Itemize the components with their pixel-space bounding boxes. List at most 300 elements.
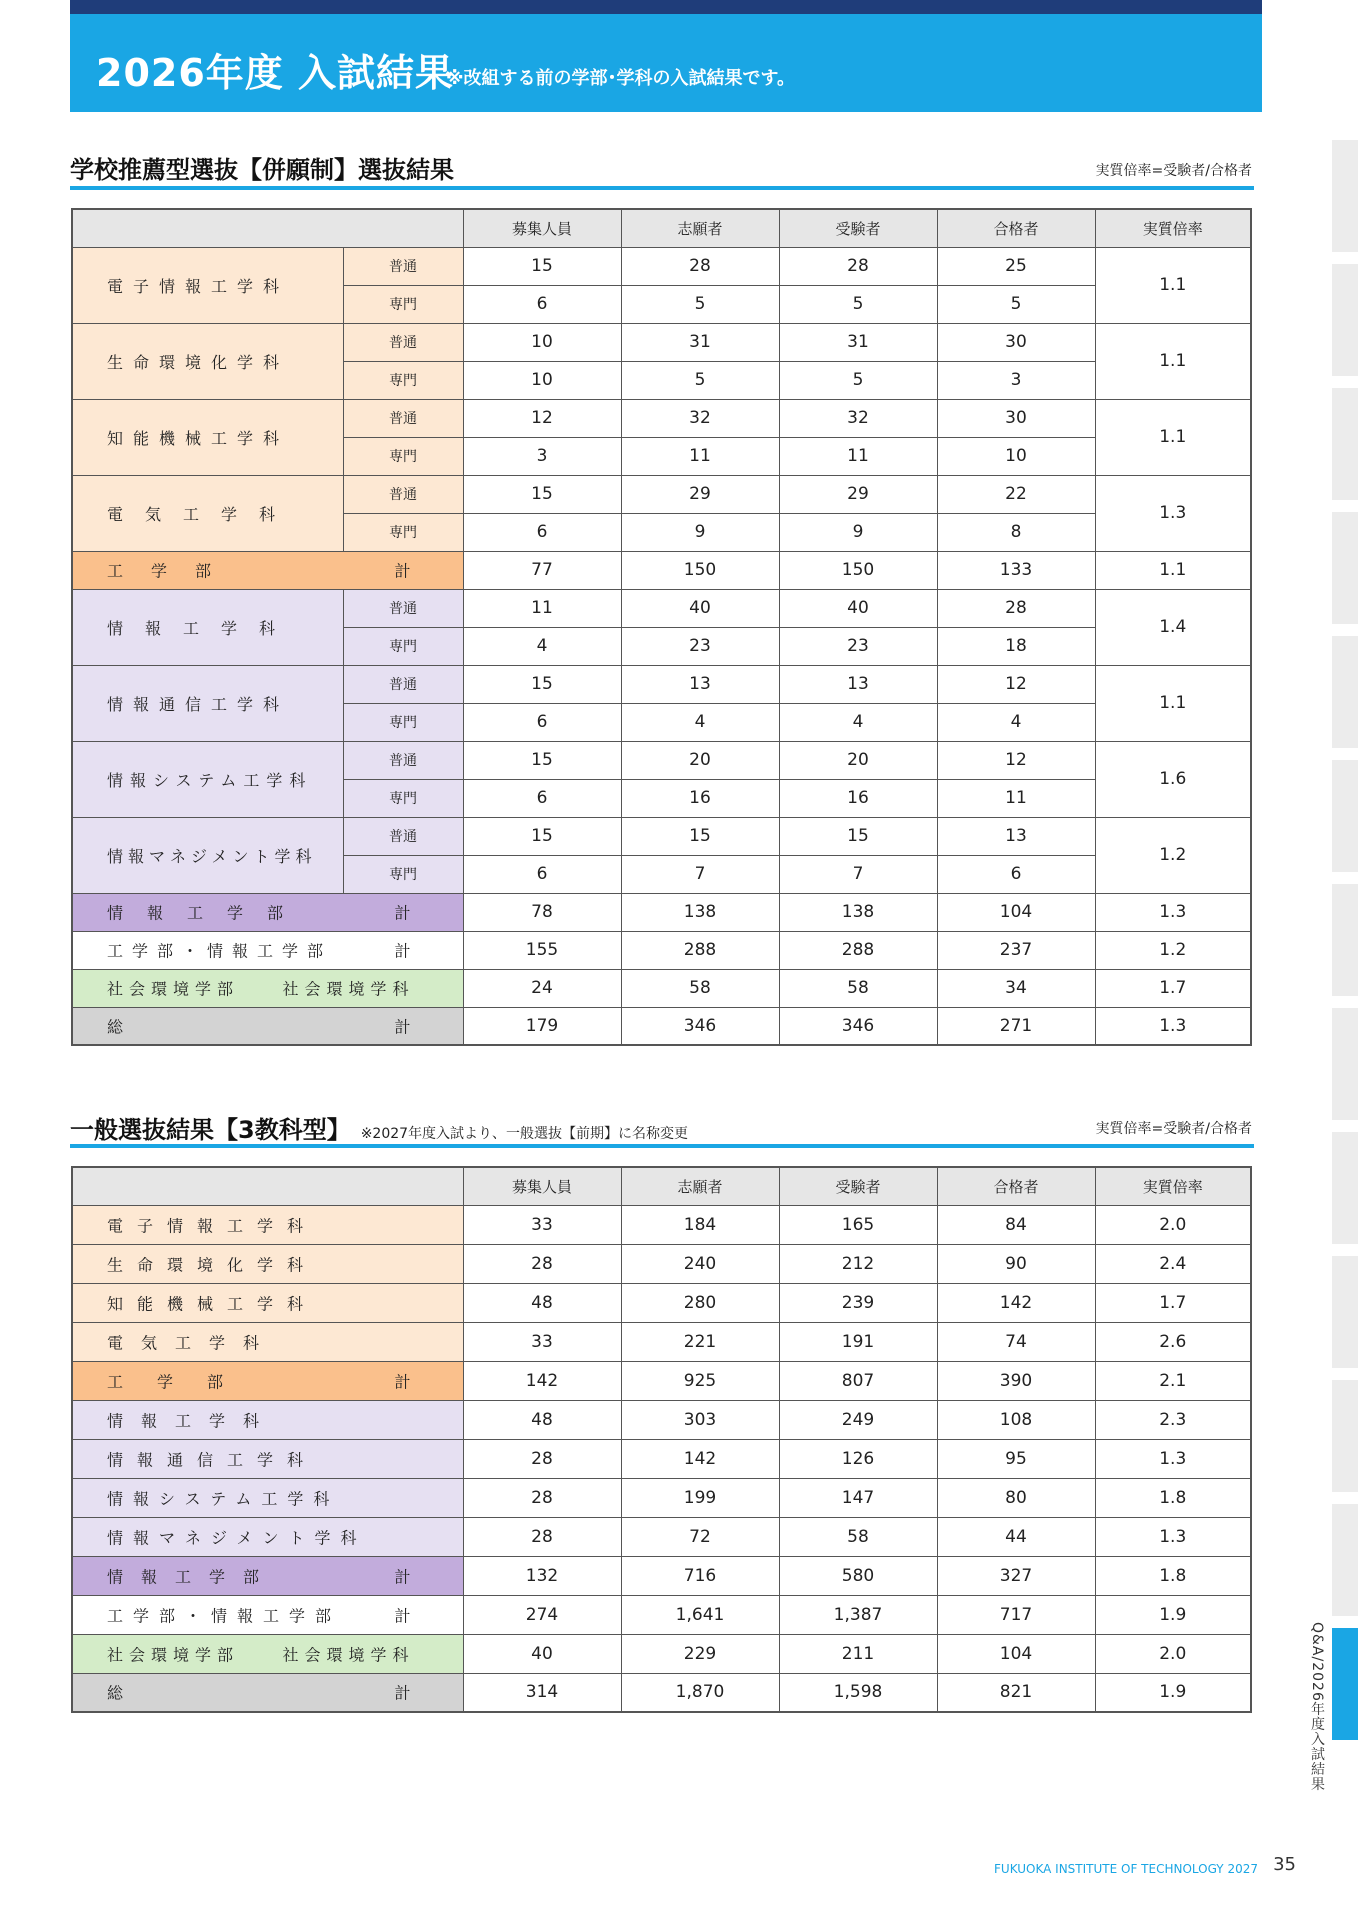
cell: 16 (621, 779, 779, 817)
cell: 199 (621, 1478, 779, 1517)
cell: 32 (779, 399, 937, 437)
table-header-row (72, 1167, 1251, 1205)
cell: 11 (779, 437, 937, 475)
cell: 3 (463, 437, 621, 475)
type-label: 普通 (343, 247, 463, 285)
cell: 30 (937, 323, 1095, 361)
total-suffix: 計 (394, 1683, 411, 1703)
dept-name: 情報マネジメント学科 (107, 1528, 367, 1547)
cell: 1,598 (779, 1673, 937, 1712)
side-tab-active[interactable] (1332, 1628, 1358, 1740)
cell: 10 (463, 361, 621, 399)
cell: 221 (621, 1322, 779, 1361)
ratio-cell: 1.8 (1095, 1556, 1251, 1595)
cell: 390 (937, 1361, 1095, 1400)
cell: 239 (779, 1283, 937, 1322)
cell: 29 (621, 475, 779, 513)
cell: 240 (621, 1244, 779, 1283)
side-tab[interactable] (1332, 1380, 1358, 1492)
soc-row (72, 969, 1251, 1007)
total-label-text: 総 (107, 1017, 152, 1037)
cell: 40 (463, 1634, 621, 1673)
cell: 288 (621, 931, 779, 969)
type-label: 普通 (343, 399, 463, 437)
cell: 74 (937, 1322, 1095, 1361)
dept-cell (72, 1634, 463, 1673)
dept-name: 電気工学科 (107, 1333, 278, 1352)
cell: 28 (937, 589, 1095, 627)
dept-cell (72, 1595, 463, 1634)
cell: 179 (463, 1007, 621, 1045)
ratio-cell: 1.4 (1095, 589, 1251, 665)
cell: 8 (937, 513, 1095, 551)
cell: 10 (463, 323, 621, 361)
cell: 303 (621, 1400, 779, 1439)
ratio-cell: 1.1 (1095, 551, 1251, 589)
cell: 6 (463, 855, 621, 893)
dept-name: 電子情報工学科 (107, 1216, 318, 1235)
type-label: 普通 (343, 741, 463, 779)
total-label-text: 社会環境学部 (107, 979, 240, 999)
grand-total-row (72, 1007, 1251, 1045)
cell: 142 (937, 1283, 1095, 1322)
cell: 48 (463, 1400, 621, 1439)
table-row (72, 1517, 1251, 1556)
cell: 10 (937, 437, 1095, 475)
cell: 44 (937, 1517, 1095, 1556)
dept-name: 生命環境化学科 (107, 1255, 318, 1274)
cell: 5 (621, 285, 779, 323)
cell: 77 (463, 551, 621, 589)
type-label: 普通 (343, 323, 463, 361)
col-header: 募集人員 (463, 1167, 621, 1205)
cell: 3 (937, 361, 1095, 399)
total-suffix: 社会環境学科 (282, 979, 415, 999)
table-row (72, 589, 1251, 627)
cell: 274 (463, 1595, 621, 1634)
ratio-cell: 1.9 (1095, 1673, 1251, 1712)
table-row (72, 1244, 1251, 1283)
cell: 104 (937, 893, 1095, 931)
cell: 142 (463, 1361, 621, 1400)
cell: 28 (621, 247, 779, 285)
header-blank (72, 1167, 463, 1205)
ratio-cell: 1.3 (1095, 1517, 1251, 1556)
cell: 20 (621, 741, 779, 779)
cell: 95 (937, 1439, 1095, 1478)
col-header: 合格者 (937, 209, 1095, 247)
cell: 821 (937, 1673, 1095, 1712)
cell: 58 (779, 969, 937, 1007)
cell: 104 (937, 1634, 1095, 1673)
ratio-cell: 2.0 (1095, 1634, 1251, 1673)
cell: 191 (779, 1322, 937, 1361)
total-suffix: 計 (394, 903, 411, 923)
cell: 58 (779, 1517, 937, 1556)
cell: 717 (937, 1595, 1095, 1634)
ratio-cell: 2.4 (1095, 1244, 1251, 1283)
dept-name: 情報システム工学科 (107, 1489, 340, 1508)
side-tab[interactable] (1332, 264, 1358, 376)
cell: 58 (621, 969, 779, 1007)
ratio-cell: 1.2 (1095, 817, 1251, 893)
cell: 4 (779, 703, 937, 741)
side-tab[interactable] (1332, 884, 1358, 996)
col-header: 志願者 (621, 209, 779, 247)
table-row (72, 1283, 1251, 1322)
page-title: 2026年度 入試結果 (96, 51, 454, 95)
dept-name: 情報マネジメント学科 (72, 817, 343, 893)
type-label: 専門 (343, 513, 463, 551)
section2-ratio-note: 実質倍率=受験者/合格者 (1095, 1121, 1252, 1137)
dept-name: 情報工学部 (107, 1567, 278, 1586)
dept-cell (72, 1361, 463, 1400)
cell: 346 (621, 1007, 779, 1045)
cell: 1,870 (621, 1673, 779, 1712)
table-row (72, 1400, 1251, 1439)
cell: 20 (779, 741, 937, 779)
cell: 288 (779, 931, 937, 969)
side-tab[interactable] (1332, 1132, 1358, 1244)
general-results-body (72, 1205, 1251, 1712)
dept-cell (72, 1400, 463, 1439)
cell: 165 (779, 1205, 937, 1244)
cell: 72 (621, 1517, 779, 1556)
combined-total-label (72, 931, 463, 969)
type-label: 普通 (343, 589, 463, 627)
side-tab[interactable] (1332, 512, 1358, 624)
total-suffix: 計 (394, 561, 411, 581)
type-label: 普通 (343, 817, 463, 855)
side-tab[interactable] (1332, 760, 1358, 872)
cell: 249 (779, 1400, 937, 1439)
cell: 126 (779, 1439, 937, 1478)
dept-name: 電気工学科 (72, 475, 343, 551)
ratio-cell: 1.1 (1095, 399, 1251, 475)
cell: 184 (621, 1205, 779, 1244)
header-blank (72, 209, 463, 247)
cell: 31 (779, 323, 937, 361)
dept-cell (72, 1673, 463, 1712)
cell: 280 (621, 1283, 779, 1322)
dept-name: 情報通信工学科 (72, 665, 343, 741)
total-label-text: 情報工学部 (107, 903, 308, 923)
cell: 15 (463, 475, 621, 513)
page-number: 35 (1273, 1854, 1296, 1875)
dept-name: 情報システム工学科 (72, 741, 343, 817)
cell: 22 (937, 475, 1095, 513)
cell: 15 (621, 817, 779, 855)
cell: 23 (779, 627, 937, 665)
col-header: 実質倍率 (1095, 1167, 1251, 1205)
dept-cell (72, 1205, 463, 1244)
type-label: 専門 (343, 361, 463, 399)
cell: 925 (621, 1361, 779, 1400)
info-total-row (72, 893, 1251, 931)
cell: 314 (463, 1673, 621, 1712)
type-label: 専門 (343, 855, 463, 893)
info-total-label (72, 893, 463, 931)
cell: 1,641 (621, 1595, 779, 1634)
section1-rule (70, 186, 1254, 190)
cell: 7 (621, 855, 779, 893)
cell: 150 (779, 551, 937, 589)
cell: 15 (463, 247, 621, 285)
cell: 30 (937, 399, 1095, 437)
cell: 15 (463, 665, 621, 703)
cell: 5 (779, 285, 937, 323)
cell: 13 (779, 665, 937, 703)
table-row (72, 1595, 1251, 1634)
ratio-cell: 2.3 (1095, 1400, 1251, 1439)
table-row (72, 1634, 1251, 1673)
table-row (72, 1673, 1251, 1712)
cell: 807 (779, 1361, 937, 1400)
type-label: 普通 (343, 665, 463, 703)
cell: 11 (937, 779, 1095, 817)
cell: 80 (937, 1478, 1095, 1517)
cell: 4 (621, 703, 779, 741)
dept-cell (72, 1244, 463, 1283)
table-header-row (72, 209, 1251, 247)
cell: 271 (937, 1007, 1095, 1045)
cell: 15 (463, 817, 621, 855)
dept-name: 知能機械工学科 (107, 1294, 318, 1313)
cell: 28 (463, 1244, 621, 1283)
dept-cell (72, 1439, 463, 1478)
dept-name: 工学部・情報工学部 (107, 1606, 342, 1625)
table-row (72, 817, 1251, 855)
type-label: 専門 (343, 285, 463, 323)
cell: 12 (937, 741, 1095, 779)
total-suffix: 計 (394, 941, 411, 961)
cell: 28 (463, 1439, 621, 1478)
ratio-cell: 1.1 (1095, 323, 1251, 399)
cell: 6 (463, 513, 621, 551)
cell: 84 (937, 1205, 1095, 1244)
type-label: 専門 (343, 703, 463, 741)
cell: 40 (779, 589, 937, 627)
cell: 40 (621, 589, 779, 627)
cell: 150 (621, 551, 779, 589)
cell: 212 (779, 1244, 937, 1283)
col-header: 志願者 (621, 1167, 779, 1205)
ratio-cell: 1.6 (1095, 741, 1251, 817)
dept-name: 工学部 (107, 1372, 258, 1391)
cell: 5 (621, 361, 779, 399)
cell: 24 (463, 969, 621, 1007)
col-header: 受験者 (779, 1167, 937, 1205)
cell: 33 (463, 1322, 621, 1361)
ratio-cell: 1.7 (1095, 1283, 1251, 1322)
cell: 132 (463, 1556, 621, 1595)
table-row (72, 247, 1251, 285)
dept-name: 情報工学科 (107, 1411, 278, 1430)
cell: 78 (463, 893, 621, 931)
dept-cell (72, 1556, 463, 1595)
dept-name: 情報工学科 (72, 589, 343, 665)
eng-total-label (72, 551, 463, 589)
cell: 23 (621, 627, 779, 665)
ratio-cell: 1.9 (1095, 1595, 1251, 1634)
type-label: 専門 (343, 437, 463, 475)
dept-name: 生命環境化学科 (72, 323, 343, 399)
col-header: 実質倍率 (1095, 209, 1251, 247)
table-row (72, 1556, 1251, 1595)
cell: 90 (937, 1244, 1095, 1283)
dept-name: 社会環境学部 (107, 1645, 240, 1664)
cell: 211 (779, 1634, 937, 1673)
col-header: 受験者 (779, 209, 937, 247)
combined-total-row (72, 931, 1251, 969)
table-row (72, 1361, 1251, 1400)
soc-label (72, 969, 463, 1007)
cell: 138 (779, 893, 937, 931)
cell: 133 (937, 551, 1095, 589)
top-bar (70, 0, 1262, 14)
ratio-cell: 1.2 (1095, 931, 1251, 969)
ratio-cell: 2.1 (1095, 1361, 1251, 1400)
table-row (72, 1478, 1251, 1517)
total-suffix: 計 (394, 1606, 411, 1625)
cell: 13 (937, 817, 1095, 855)
eng-total-row (72, 551, 1251, 589)
page-header (70, 14, 1262, 112)
cell: 25 (937, 247, 1095, 285)
cell: 18 (937, 627, 1095, 665)
dept-name: 知能機械工学科 (72, 399, 343, 475)
side-tab[interactable] (1332, 388, 1358, 500)
ratio-cell: 1.3 (1095, 475, 1251, 551)
header-note: ※改組する前の学部･学科の入試結果です。 (446, 68, 796, 89)
general-results-table (71, 1166, 1252, 1713)
ratio-cell: 1.3 (1095, 1007, 1251, 1045)
cell: 5 (779, 361, 937, 399)
cell: 34 (937, 969, 1095, 1007)
cell: 15 (463, 741, 621, 779)
cell: 12 (463, 399, 621, 437)
type-label: 専門 (343, 627, 463, 665)
ratio-cell: 1.1 (1095, 665, 1251, 741)
col-header: 合格者 (937, 1167, 1095, 1205)
side-vertical-label: Q&A/2026年度入試結果 (1309, 1622, 1325, 1792)
cell: 28 (779, 247, 937, 285)
cell: 580 (779, 1556, 937, 1595)
grand-total-label (72, 1007, 463, 1045)
table-row (72, 1205, 1251, 1244)
cell: 142 (621, 1439, 779, 1478)
dept-name: 電子情報工学科 (72, 247, 343, 323)
dept-cell (72, 1322, 463, 1361)
side-tab[interactable] (1332, 1504, 1358, 1616)
table-row (72, 399, 1251, 437)
ratio-cell: 2.0 (1095, 1205, 1251, 1244)
cell: 6 (463, 779, 621, 817)
total-label-text: 工学部 (107, 561, 240, 581)
dept-cell (72, 1478, 463, 1517)
cell: 28 (463, 1517, 621, 1556)
recommendation-results-table (71, 208, 1252, 1046)
cell: 4 (937, 703, 1095, 741)
footer-brand: FUKUOKA INSTITUTE OF TECHNOLOGY 2027 (994, 1862, 1258, 1876)
cell: 108 (937, 1400, 1095, 1439)
ratio-cell: 2.6 (1095, 1322, 1251, 1361)
cell: 29 (779, 475, 937, 513)
ratio-cell: 1.1 (1095, 247, 1251, 323)
ratio-cell: 1.7 (1095, 969, 1251, 1007)
table-row (72, 1322, 1251, 1361)
ratio-cell: 1.3 (1095, 1439, 1251, 1478)
cell: 48 (463, 1283, 621, 1322)
cell: 9 (779, 513, 937, 551)
table-row (72, 1439, 1251, 1478)
total-suffix: 社会環境学科 (282, 1645, 415, 1664)
section2-title (70, 1110, 688, 1145)
total-suffix: 計 (394, 1372, 411, 1391)
cell: 716 (621, 1556, 779, 1595)
dept-name: 情報通信工学科 (107, 1450, 318, 1469)
cell: 1,387 (779, 1595, 937, 1634)
side-tab[interactable] (1332, 636, 1358, 748)
dept-cell (72, 1517, 463, 1556)
cell: 6 (937, 855, 1095, 893)
section2-sub-note: ※2027年度入試より、一般選抜【前期】に名称変更 (360, 1126, 689, 1142)
cell: 229 (621, 1634, 779, 1673)
total-label-text: 工学部・情報工学部 (107, 941, 333, 961)
cell: 5 (937, 285, 1095, 323)
total-suffix: 計 (394, 1567, 411, 1586)
cell: 155 (463, 931, 621, 969)
dept-name: 総 (107, 1683, 124, 1703)
cell: 31 (621, 323, 779, 361)
cell: 7 (779, 855, 937, 893)
side-tab[interactable] (1332, 1008, 1358, 1120)
ratio-cell: 1.3 (1095, 893, 1251, 931)
cell: 4 (463, 627, 621, 665)
type-label: 普通 (343, 475, 463, 513)
cell: 327 (937, 1556, 1095, 1595)
section1-ratio-note: 実質倍率=受験者/合格者 (1095, 163, 1252, 179)
table-row (72, 475, 1251, 513)
cell: 147 (779, 1478, 937, 1517)
cell: 13 (621, 665, 779, 703)
cell: 6 (463, 703, 621, 741)
cell: 237 (937, 931, 1095, 969)
col-header: 募集人員 (463, 209, 621, 247)
section2-rule (70, 1144, 1254, 1148)
type-label: 専門 (343, 779, 463, 817)
total-suffix: 計 (394, 1017, 411, 1037)
section2-title-text: 一般選抜結果【3教科型】 (70, 1116, 351, 1144)
section1-title: 学校推薦型選抜【併願制】選抜結果 (70, 156, 454, 184)
side-tab[interactable] (1332, 1256, 1358, 1368)
dept-cell (72, 1283, 463, 1322)
cell: 32 (621, 399, 779, 437)
cell: 16 (779, 779, 937, 817)
cell: 33 (463, 1205, 621, 1244)
cell: 15 (779, 817, 937, 855)
cell: 28 (463, 1478, 621, 1517)
cell: 11 (621, 437, 779, 475)
cell: 9 (621, 513, 779, 551)
cell: 138 (621, 893, 779, 931)
cell: 11 (463, 589, 621, 627)
side-tab[interactable] (1332, 140, 1358, 252)
cell: 6 (463, 285, 621, 323)
table-row (72, 665, 1251, 703)
cell: 346 (779, 1007, 937, 1045)
cell: 12 (937, 665, 1095, 703)
